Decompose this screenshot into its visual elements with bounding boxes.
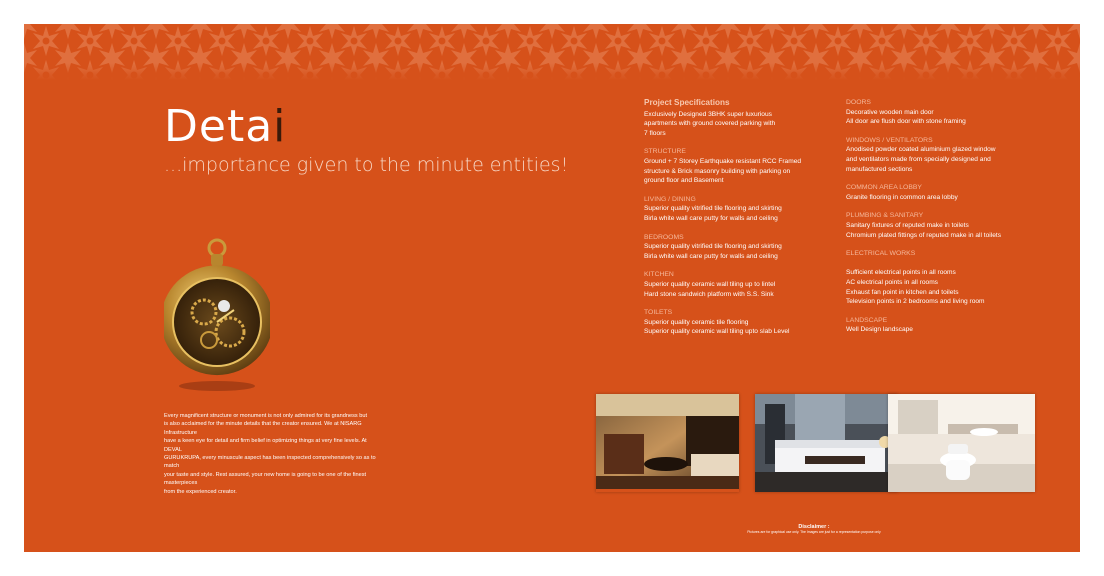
spec-line: and ventilators made from specially designed and	[846, 155, 991, 163]
spec-section-living	[644, 195, 824, 224]
spec-section-plumbing	[846, 211, 1036, 240]
spec-line: Sufficient electrical points in all rooms	[846, 269, 956, 277]
bathroom-photo	[888, 394, 1035, 492]
spec-section-lobby	[846, 183, 1036, 202]
spec-line: Superior quality vitrified tile flooring and skirting	[644, 205, 782, 213]
spec-line: Birla white wall care putty for walls and ceiling	[644, 214, 778, 222]
spec-heading: STRUCTURE	[644, 148, 686, 156]
specifications-left-column	[644, 98, 824, 337]
spec-line: Hard stone sandwich platform with S.S. Sink	[644, 290, 774, 298]
spec-line: Granite flooring in common area lobby	[846, 193, 958, 201]
intro-line: GURUKRUPA, every minuscule aspect has been inspected comprehensively so as to match	[164, 455, 376, 470]
spec-section-toilets	[644, 308, 824, 337]
spec-line: Superior quality ceramic wall tiling upto slab Level	[644, 328, 790, 336]
spec-section-windows	[846, 136, 1036, 174]
spec-heading: TOILETS	[644, 309, 673, 317]
intro-line: have a keen eye for detail and firm belief in optimizing things at very fine levels. At DEVAL	[164, 438, 367, 453]
spec-section-project	[644, 98, 824, 138]
spec-heading: DOORS	[846, 99, 871, 106]
pocket-watch-image	[164, 236, 270, 392]
spec-line: All door are flush door with stone framing	[846, 118, 966, 126]
spec-heading: PLUMBING & SANITARY	[846, 212, 924, 220]
spec-section-kitchen	[644, 270, 824, 299]
spec-line: Superior quality ceramic tile flooring	[644, 318, 749, 326]
intro-line: Every magnificent structure or monument is not only admired for its grandness but	[164, 413, 368, 419]
spec-line: Birla white wall care putty for walls and ceiling	[644, 252, 778, 260]
spec-heading: BEDROOMS	[644, 233, 684, 241]
spec-section-structure	[644, 147, 824, 185]
spec-section-landscape	[846, 316, 1036, 335]
intro-line: is also acclaimed for the minute details that the creator ensured. We at NISARG Infrastructure	[164, 421, 362, 436]
spec-section-bedrooms	[644, 233, 824, 262]
spec-line: Well Design landscape	[846, 326, 913, 334]
spec-heading: COMMON AREA LOBBY	[846, 184, 922, 192]
spec-line: Superior quality vitrified tile flooring and skirting	[644, 243, 782, 251]
intro-paragraph	[164, 412, 386, 496]
spec-line: Ground + 7 Storey Earthquake resistant RCC Framed	[644, 157, 802, 165]
disclaimer-text: Pictures are for graphical use only. The Images are just for a representation purpose only	[747, 530, 881, 534]
spec-line: 7 floors	[644, 129, 666, 137]
spec-line: Superior quality ceramic wall tiling up to lintel	[644, 280, 776, 288]
spec-line: Anodised powder coated aluminium glazed window	[846, 146, 996, 154]
spec-line: Exhaust fan point in kitchen and toilets	[846, 288, 959, 296]
spec-heading: Project Specifications	[644, 98, 730, 107]
spec-heading: LANDSCAPE	[846, 316, 888, 324]
disclaimer	[664, 524, 964, 534]
title-accent-letter: i	[273, 101, 287, 152]
spec-line: ground floor and Basement	[644, 177, 724, 185]
ornamental-pattern-band	[24, 24, 1080, 80]
title-main: Deta	[164, 101, 274, 152]
tagline: ...importance given to the minute entities!	[164, 154, 569, 176]
spec-line: Decorative wooden main door	[846, 108, 934, 116]
spec-section-electrical	[846, 249, 1036, 307]
spec-line: manufactured sections	[846, 165, 913, 173]
spec-line: Chromium plated fittings of reputed make in all toilets	[846, 231, 1002, 239]
spec-heading: WINDOWS / VENTILATORS	[846, 136, 933, 144]
specifications-right-column	[846, 98, 1036, 335]
intro-line: your taste and style. Rest assured, your new home is going to be one of the finest masterpieces	[164, 471, 367, 487]
spec-line: Sanitary fixtures of reputed make in toilets	[846, 221, 969, 229]
spec-line	[846, 259, 1036, 269]
page-title	[164, 102, 286, 152]
spec-line: structure & Brick masonry building with parking on	[644, 167, 791, 175]
disclaimer-heading: Disclaimer :	[798, 524, 830, 530]
spec-heading: LIVING / DINING	[644, 195, 696, 203]
spec-line: AC electrical points in all rooms	[846, 278, 938, 286]
living-room-photo	[596, 394, 739, 492]
spec-section-doors	[846, 98, 1036, 127]
spec-heading: KITCHEN	[644, 271, 674, 279]
brochure-spread	[24, 24, 1080, 552]
intro-line: from the experienced creator.	[164, 488, 237, 495]
spec-heading: ELECTRICAL WORKS	[846, 250, 916, 258]
spec-line: Television points in 2 bedrooms and living room	[846, 298, 985, 306]
spec-line: Exclusively Designed 3BHK super luxurious	[644, 110, 772, 118]
bedroom-photo	[755, 394, 898, 492]
spec-line: apartments with ground covered parking with	[644, 120, 776, 128]
